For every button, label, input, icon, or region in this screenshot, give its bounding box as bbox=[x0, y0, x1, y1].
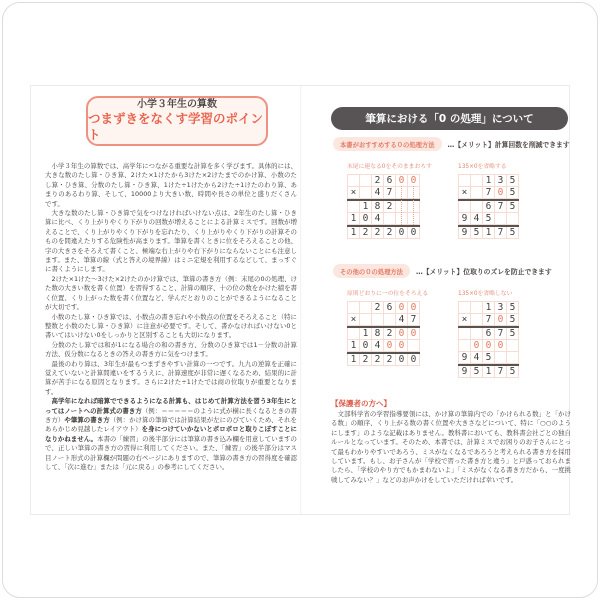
calc-digit-cell bbox=[360, 302, 372, 314]
other-method-pill: その他の０の処理方法 bbox=[333, 264, 410, 278]
calc-digit-cell: 4 bbox=[471, 352, 483, 364]
calc-row bbox=[459, 187, 519, 199]
bring-down-dotted-line bbox=[396, 213, 408, 225]
calc-digit-cell: 2 bbox=[372, 175, 384, 187]
calc-digit-cell bbox=[459, 175, 471, 187]
calc-digit-cell bbox=[408, 340, 420, 352]
calc-digit-cell bbox=[459, 201, 471, 213]
calc-digit-cell: 2 bbox=[384, 328, 396, 340]
calc-digit-cell bbox=[348, 175, 360, 187]
calc-omit-zero-row bbox=[458, 164, 519, 239]
calc-digit-cell: 4 bbox=[471, 213, 483, 225]
calc-digit-cell: 7 bbox=[483, 187, 495, 199]
calc-digit-cell bbox=[360, 175, 372, 187]
calc-digit-cell bbox=[507, 352, 519, 364]
calc-digit-cell: 0 bbox=[396, 340, 408, 352]
calc-digit-cell: 4 bbox=[396, 314, 408, 326]
bring-down-dotted-line bbox=[396, 187, 408, 199]
calc-label: 原則どおりに一の位をそろえる bbox=[347, 291, 429, 297]
calc-digit-cell bbox=[348, 201, 360, 213]
page-crease-divider bbox=[300, 86, 302, 514]
calc-digit-cell bbox=[471, 201, 483, 213]
left-page-title-box bbox=[86, 96, 268, 146]
calc-digit-cell: 3 bbox=[495, 175, 507, 187]
calc-digit-cell bbox=[495, 213, 507, 225]
calc-keep-zero-row bbox=[458, 291, 519, 378]
parents-note-heading: 【保護者の方へ】 bbox=[331, 399, 391, 408]
calc-digit-cell: 5 bbox=[507, 366, 519, 378]
calc-digit-cell: 6 bbox=[384, 302, 396, 314]
calc-digit-cell bbox=[471, 302, 483, 314]
calc-digit-cell: × bbox=[348, 187, 360, 199]
calc-digit-cell bbox=[459, 328, 471, 340]
calc-grid-135x705-other bbox=[458, 301, 519, 378]
calc-digit-cell: 6 bbox=[483, 328, 495, 340]
calc-row bbox=[459, 366, 519, 378]
calc-row bbox=[348, 340, 420, 352]
calc-digit-cell: 7 bbox=[495, 201, 507, 213]
calc-row bbox=[348, 227, 420, 239]
calc-digit-cell: 2 bbox=[360, 227, 372, 239]
other-method-row bbox=[333, 264, 552, 278]
calc-grid-2600x47-other bbox=[347, 301, 420, 366]
calc-digit-cell: 1 bbox=[483, 366, 495, 378]
calc-digit-cell bbox=[384, 213, 396, 225]
calc-digit-cell: 5 bbox=[507, 302, 519, 314]
calc-digit-cell: 0 bbox=[384, 340, 396, 352]
calc-digit-cell: 1 bbox=[483, 227, 495, 239]
bring-down-dotted-line bbox=[408, 201, 420, 213]
calc-digit-cell: 0 bbox=[396, 328, 408, 340]
calc-digit-cell: 0 bbox=[408, 354, 420, 366]
calc-row bbox=[348, 213, 420, 225]
calc-digit-cell: 0 bbox=[396, 175, 408, 187]
calc-digit-cell: 7 bbox=[495, 227, 507, 239]
calc-digit-cell bbox=[471, 175, 483, 187]
body-paragraph: 高学年になれば暗算でできるようになる計算も、はじめて計算方法を習う3年生にとってはノートへの計算式の書き方（例：＝＝＝＝＝のように式が横に長くなるときの書き方）や筆算の書き方（例：かけ算の筆算では計算結果が左にのびていくため、それをあらかじめ見越したレイアウト）を身につけていかないとポロポロと取りこぼすことになりかねません。本書の「練習」の後半部分には筆算の書き込み欄を用意していますので、正しい筆算の書き方の習得に利用してください。また、「練習」の後半部分はマス目ノート形式の計算欄が問題の右ページにありますので、筆算の書き方の習得度を確認して、「次に進む」または「元に戻る」の参考にしてください。 bbox=[45, 397, 297, 471]
calc-digit-cell: 0 bbox=[408, 227, 420, 239]
calc-digit-cell: 8 bbox=[372, 328, 384, 340]
calc-digit-cell bbox=[372, 314, 384, 326]
parents-note-body: 文部科学省の学習指導要領には、かけ算の筆算内での「かけられる数」と「かける数」の順序、くり上がる数の書く位置や大きさなどについて、特に「○○のようにします」のような記載はありません。教科書においても、教科書会社ごとの独自ルールとなっています。そのため、本書では、計算ミスでお困りのお子さんにとって最もわかりやすいであろう、ミスがなくなるであろうと考えられる書き方を採用しています。もし、お子さんが「学校で習った書き方と違う」と戸惑っておられましたら、「学校のやり方でもかまわないよ」「ミスがなくなる書き方だから、一度挑戦してみない？」などのお声かけをしていただければ幸いです。 bbox=[331, 410, 571, 484]
calc-row bbox=[459, 175, 519, 187]
calc-row bbox=[459, 227, 519, 239]
calc-digit-cell: 5 bbox=[507, 187, 519, 199]
calc-digit-cell bbox=[384, 314, 396, 326]
calc-digit-cell: 0 bbox=[396, 302, 408, 314]
left-page-body-text bbox=[45, 162, 297, 472]
calc-digit-cell: 0 bbox=[471, 340, 483, 352]
calc-digit-cell: 2 bbox=[384, 201, 396, 213]
calc-digit-cell: 2 bbox=[384, 354, 396, 366]
calc-row bbox=[348, 175, 420, 187]
calc-digit-cell: 5 bbox=[507, 227, 519, 239]
calc-digit-cell bbox=[471, 187, 483, 199]
bring-down-dotted-line bbox=[408, 213, 420, 225]
body-paragraph: 小学３年生の算数では、高学年につながる重要な計算を多く学びます。具体的には、大きな数のたし算・ひき算、2けた×1けたから3けた×2けたまでのかけ算、小数のたし算・ひき算、分数のたし算・ひき算、1けた÷1けたから2けた÷1けたのわり算、あまりのあるわり算、そして、10000より大きい数、時間や長さの単位と盛りだくさんです。 bbox=[45, 162, 297, 208]
calc-row bbox=[348, 328, 420, 340]
calc-digit-cell: 7 bbox=[384, 187, 396, 199]
calc-grid-135x705-recommended bbox=[458, 174, 519, 239]
calc-digit-cell bbox=[348, 328, 360, 340]
calc-digit-cell: 9 bbox=[459, 366, 471, 378]
calc-align-ones bbox=[347, 291, 428, 366]
calc-digit-cell: × bbox=[459, 187, 471, 199]
calc-row bbox=[459, 302, 519, 314]
calc-row bbox=[459, 328, 519, 340]
calc-digit-cell: 2 bbox=[372, 302, 384, 314]
bring-down-dotted-line bbox=[408, 187, 420, 199]
calc-digit-cell bbox=[360, 314, 372, 326]
calc-digit-cell bbox=[360, 187, 372, 199]
calc-row bbox=[459, 352, 519, 364]
calc-digit-cell: 5 bbox=[483, 213, 495, 225]
calc-digit-cell: 1 bbox=[360, 201, 372, 213]
body-paragraph: 2けた×1けた～3けた×2けたのかけ算では、筆算の書き方（例：末尾の0の処理、けた数の大きい数を書く位置）を習得すること、計算の順序、十の位の数をかけた積を書く位置、くり上がった数を書く位置など、学んだとおりのことができるようになることが大切です。 bbox=[45, 274, 297, 312]
calc-digit-cell: 7 bbox=[495, 366, 507, 378]
calc-grid-2600x47-recommended bbox=[347, 174, 420, 239]
series-subtitle: 小学３年生の算数 bbox=[137, 98, 217, 110]
body-paragraph: 大きな数のたし算・ひき算で気をつけなければいけない点は、2年生のたし算・ひき算に比べ、くり上がりやくり下がりの回数が増えることによる計算ミスです。回数が増えることで、くり上がりやくり下がりを忘れたり、くり上がりやくり下がりの計算そのものを間違えたりする危険性が高まります。筆算を書くときに位をそろえることの他、字の大きさをそろえて書くこと、極端な右上がりや右下がりにならないことにも注意します。また、筆算の線（式と答えの境界線）はミニ定規を利用するなどして、まっすぐに書くようにします。 bbox=[45, 209, 297, 274]
calc-row bbox=[348, 314, 420, 326]
calc-digit-cell: 2 bbox=[372, 227, 384, 239]
recommended-method-pill: 本書がおすすめする０の処理方法 bbox=[333, 137, 442, 151]
calc-row bbox=[348, 302, 420, 314]
calc-digit-cell: 2 bbox=[360, 354, 372, 366]
calc-row bbox=[348, 354, 420, 366]
calc-digit-cell: 0 bbox=[483, 340, 495, 352]
calc-digit-cell: 4 bbox=[372, 340, 384, 352]
calc-digit-cell: 1 bbox=[348, 213, 360, 225]
calc-digit-cell: 6 bbox=[483, 201, 495, 213]
bring-down-dotted-line bbox=[396, 201, 408, 213]
calc-digit-cell: 5 bbox=[507, 201, 519, 213]
calc-digit-cell: 1 bbox=[348, 340, 360, 352]
calc-digit-cell: 7 bbox=[495, 328, 507, 340]
calc-digit-cell: 5 bbox=[471, 227, 483, 239]
calc-digit-cell: 3 bbox=[495, 302, 507, 314]
calc-digit-cell: 0 bbox=[495, 314, 507, 326]
calc-digit-cell: × bbox=[348, 314, 360, 326]
calc-row bbox=[459, 340, 519, 352]
calc-digit-cell: 0 bbox=[408, 302, 420, 314]
calc-digit-cell: 0 bbox=[495, 187, 507, 199]
calc-row bbox=[459, 314, 519, 326]
other-method-merit: …【メリット】位取りのズレを防止できます bbox=[415, 268, 552, 276]
calc-digit-cell: 5 bbox=[483, 352, 495, 364]
calc-digit-cell bbox=[459, 302, 471, 314]
calc-digit-cell: 5 bbox=[507, 314, 519, 326]
calc-digit-cell: 7 bbox=[408, 314, 420, 326]
body-paragraph: 最後のわり算は、3年生が最もつまずきやすい計算の一つです。九九の逆算を正確に覚えていないと計算間違いをするうえに、計算速度が非常に遅くなるため、結果的に計算が苦手になる原因となります。さらに2けた÷1けたでは商の位取りが重要となります。 bbox=[45, 359, 297, 396]
calc-digit-cell: 2 bbox=[372, 354, 384, 366]
calc-row bbox=[348, 201, 420, 213]
calc-digit-cell: 8 bbox=[372, 201, 384, 213]
calc-digit-cell: 5 bbox=[507, 328, 519, 340]
recommended-method-row bbox=[333, 137, 570, 151]
calc-digit-cell: 0 bbox=[360, 340, 372, 352]
book-pages bbox=[30, 85, 570, 515]
right-page-heading: 筆算における「0 の処理」について bbox=[331, 107, 568, 130]
calc-row bbox=[459, 201, 519, 213]
calc-digit-cell: 9 bbox=[459, 213, 471, 225]
calc-digit-cell: 1 bbox=[348, 227, 360, 239]
calc-digit-cell bbox=[471, 328, 483, 340]
calc-drop-zeros bbox=[347, 164, 432, 239]
calc-digit-cell: 7 bbox=[483, 314, 495, 326]
calc-digit-cell: 0 bbox=[495, 340, 507, 352]
calc-digit-cell: 0 bbox=[408, 175, 420, 187]
calc-digit-cell: × bbox=[459, 314, 471, 326]
calc-digit-cell bbox=[507, 340, 519, 352]
calc-label: 135×0を省略しない bbox=[458, 291, 513, 297]
calc-digit-cell: 0 bbox=[408, 328, 420, 340]
calc-digit-cell: 0 bbox=[396, 354, 408, 366]
calc-digit-cell: 0 bbox=[396, 227, 408, 239]
calc-digit-cell: 1 bbox=[483, 175, 495, 187]
recommended-method-merit: …【メリット】計算回数を削減できます bbox=[447, 141, 570, 149]
calc-digit-cell: 4 bbox=[372, 187, 384, 199]
page-title: つまずきをなくす学習のポイント bbox=[88, 110, 264, 142]
calc-digit-cell bbox=[507, 213, 519, 225]
calc-digit-cell: 5 bbox=[507, 175, 519, 187]
body-paragraph: 分数のたし算では和が1になる場合の和の書き方、分数のひき算では1－分数の計算方法、仮分数になるときの答えの書き方に気をつけます。 bbox=[45, 340, 297, 359]
calc-digit-cell bbox=[348, 302, 360, 314]
calc-digit-cell: 1 bbox=[348, 354, 360, 366]
calc-label: 末尾に連なる0をそのままおろす bbox=[347, 164, 432, 170]
calc-digit-cell: 6 bbox=[384, 175, 396, 187]
calc-row bbox=[459, 213, 519, 225]
calc-digit-cell: 5 bbox=[471, 366, 483, 378]
calc-digit-cell: 0 bbox=[360, 213, 372, 225]
calc-row bbox=[348, 187, 420, 199]
calc-digit-cell bbox=[495, 352, 507, 364]
calc-digit-cell bbox=[459, 340, 471, 352]
calc-digit-cell: 4 bbox=[372, 213, 384, 225]
body-paragraph: 小数のたし算・ひき算では、小数点の書き忘れや小数点の位置をそろえること（特に整数と小数のたし算・ひき算）に注意が必要です。そして、書かなければいけない0と書いてはいけない0をしっかりと区別することも大切になります。 bbox=[45, 312, 297, 340]
calc-digit-cell: 2 bbox=[384, 227, 396, 239]
calc-digit-cell: 1 bbox=[360, 328, 372, 340]
calc-digit-cell: 1 bbox=[483, 302, 495, 314]
calc-digit-cell: 9 bbox=[459, 352, 471, 364]
calc-digit-cell bbox=[471, 314, 483, 326]
calc-label: 135×0を省略する bbox=[458, 164, 507, 170]
calc-digit-cell: 9 bbox=[459, 227, 471, 239]
